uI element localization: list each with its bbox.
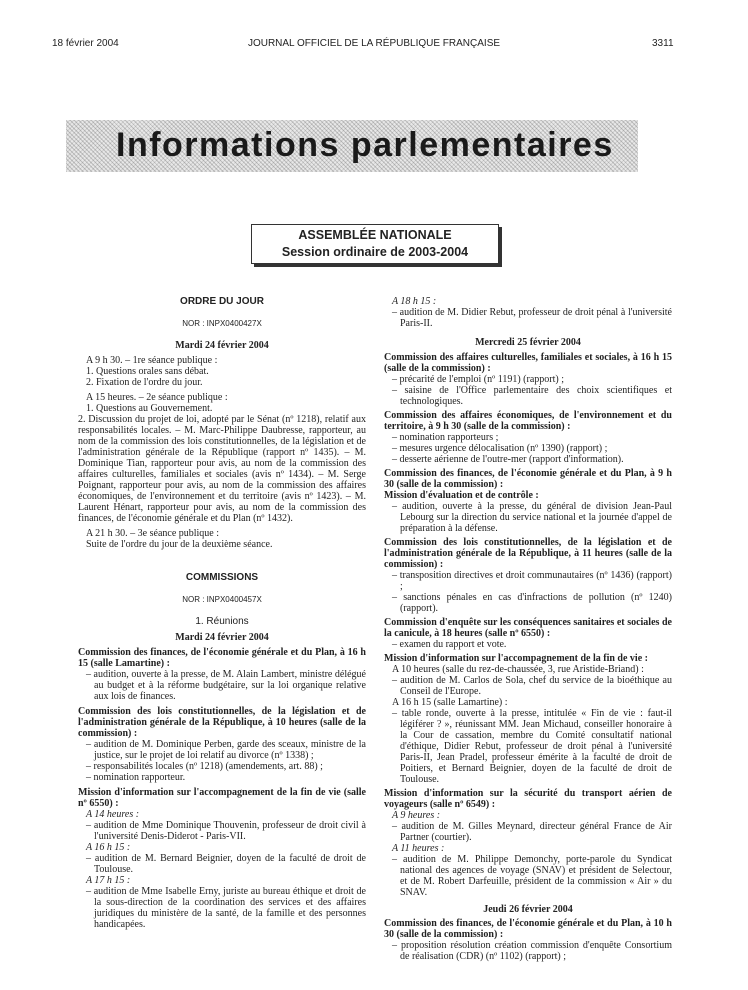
time-line: A 14 heures : [86,809,140,820]
commission-heading: Commission des finances, de l'économie générale et du Plan, à 16 h 15 (salle Lamartine) : [78,647,366,669]
list-item: – audition de Mme Isabelle Erny, juriste au bureau éthique et droit de la sous-direction de la coordination des services et des affaires juridiques du ministère de la santé, de la famille et des personnes handicapées. [86,886,366,930]
ordre-title: ORDRE DU JOUR [180,296,264,307]
section-banner [66,120,638,172]
list-item: – nomination rapporteurs ; [392,432,499,443]
list-item: – audition de M. Bernard Beignier, doyen de la faculté de droit de Toulouse. [86,853,366,875]
agenda-item: 2. Fixation de l'ordre du jour. [86,377,203,388]
list-item: – audition de Mme Dominique Thouvenin, professeur de droit civil à l'université Denis-Diderot - Paris-VII. [86,820,366,842]
nor-code: NOR : INPX0400427X [182,319,262,328]
nor-code: NOR : INPX0400457X [182,595,262,604]
time-line: A 16 h 15 : [86,842,131,853]
date-heading: Jeudi 26 février 2004 [483,904,573,915]
right-column [384,296,672,962]
commission-heading: Commission des lois constitutionnelles, de la législation et de l'administration générale de la République, à 11 heures (salle de la commission) : [384,537,672,570]
list-item: – examen du rapport et vote. [392,639,507,650]
list-item: – audition de M. Carlos de Sola, chef du service de la bioéthique au Conseil de l'Europe. [392,675,672,697]
list-item: – sanctions pénales en cas d'infractions de pollution (nº 1240) (rapport). [392,592,672,614]
journal-title: JOURNAL OFFICIEL DE LA RÉPUBLIQUE FRANÇAISE [247,38,501,49]
list-item: – audition, ouverte à la presse, de M. Alain Lambert, ministre délégué au budget et à la réforme budgétaire, sur la loi organique relative aux lois de finances. [86,669,366,702]
session-name: Session ordinaire de 2003-2004 [281,245,469,259]
list-item: – saisine de l'Office parlementaire des choix scientifiques et technologiques. [392,385,672,407]
list-item: – audition de M. Dominique Perben, garde des sceaux, ministre de la justice, sur le projet de loi relatif au divorce (nº 1338) ; [86,739,366,761]
assembly-box [251,224,499,264]
list-item: – audition de M. Didier Rebut, professeur de droit pénal à l'université Paris-II. [392,307,672,329]
time-line: A 9 heures : [392,810,441,821]
date-heading: Mercredi 25 février 2004 [475,337,581,348]
commission-heading: Commission des lois constitutionnelles, de la législation et de l'administration générale de la République, à 10 heures (salle de la commission) : [78,706,366,739]
time-line: A 10 heures (salle du rez-de-chaussée, 3, rue Aristide-Briand) : [392,664,644,675]
reunions-heading: 1. Réunions [195,616,249,627]
commission-heading: Commission des affaires économiques, de l'environnement et du territoire, à 9 h 30 (salle de la commission) : [384,410,672,432]
agenda-item: 1. Questions au Gouvernement. [86,403,213,414]
header-date: 18 février 2004 [52,38,119,49]
time-line: A 18 h 15 : [392,296,437,307]
date-heading: Mardi 24 février 2004 [175,340,269,351]
list-item: – mesures urgence délocalisation (nº 1390) (rapport) ; [392,443,608,454]
seance-line: A 15 heures. – 2e séance publique : [86,392,228,403]
list-item: – desserte aérienne de l'outre-mer (rapport d'information). [392,454,624,465]
agenda-item: 2. Discussion du projet de loi, adopté par le Sénat (nº 1218), relatif aux responsabilités locales. – M. Marc-Philippe Daubresse, rapporteur, au nom de la commission des lois constitutionnelles, de la législation et de l'administration générale de la République (rapport nº 1435). – M. Dominique Tian, rapporteur pour avis, au nom de la commission des affaires culturelles, familiales et sociales (avis nº 1434). – M. Serge Poignant, rapporteur pour avis, au nom de la commission des affaires économiques, de l'environnement et du territoire (avis nº 1423). – M. Laurent Hénart, rapporteur pour avis, au nom de la commission des finances, de l'économie générale et du Plan (nº 1432). [78,414,366,524]
list-item: – responsabilités locales (nº 1218) (amendements, art. 88) ; [86,761,323,772]
time-line: A 11 heures : [392,843,445,854]
mission-heading: Mission d'évaluation et de contrôle : [384,490,539,501]
commission-heading: Commission des finances, de l'économie générale et du Plan, à 10 h 30 (salle de la commission) : [384,918,672,940]
list-item: – audition de M. Gilles Meynard, directeur général France de Air Partner (courtier). [392,821,672,843]
assembly-name: ASSEMBLÉE NATIONALE [298,228,452,242]
commission-heading: Commission d'enquête sur les conséquences sanitaires et sociales de la canicule, à 18 heures (salle nº 6550) : [384,617,672,639]
commission-heading: Commission des finances, de l'économie générale et du Plan, à 9 h 30 (salle de la commission) : [384,468,672,490]
commission-heading: Commission des affaires culturelles, familiales et sociales, à 16 h 15 (salle de la commission) : [384,352,672,374]
banner-title: Informations parlementaires [116,126,614,164]
list-item: – précarité de l'emploi (nº 1191) (rapport) ; [392,374,564,385]
date-heading: Mardi 24 février 2004 [175,632,269,643]
list-item: – transposition directives et droit communautaires (nº 1436) (rapport) ; [392,570,672,592]
page-number: 3311 [652,38,674,49]
commission-heading: Mission d'information sur l'accompagnement de la fin de vie (salle nº 6550) : [78,787,366,809]
commissions-title: COMMISSIONS [185,572,259,583]
commission-heading: Mission d'information sur la sécurité du transport aérien de voyageurs (salle nº 6549) : [384,788,672,810]
list-item: – proposition résolution création commission d'enquête Consortium de réalisation (CDR) (nº 1102) (rapport) ; [392,940,672,962]
left-column [78,296,366,930]
agenda-item: 1. Questions orales sans débat. [86,366,209,377]
list-item: – table ronde, ouverte à la presse, intitulée « Fin de vie : faut-il légiférer ? », réunissant MM. Jean Michaud, conseiller honoraire à la Cour de cassation, membre du Comité consultatif national d'éthique, Didier Rebut, professeur de droit pénal à l'université Paris-II, Jean Pradel, professeur émérite à la faculté de droit de Poitiers, et Bernard Beignier, doyen de la faculté de droit de Toulouse. [392,708,672,785]
list-item: – nomination rapporteur. [86,772,186,783]
agenda-item: Suite de l'ordre du jour de la deuxième séance. [86,539,273,550]
list-item: – audition de M. Philippe Demonchy, porte-parole du Syndicat national des agences de voyage (SNAV) et président de Selectour, et de M. Robert Darfeuille, président de la commission « Air » du SNAV. [392,854,672,898]
list-item: – audition, ouverte à la presse, du général de division Jean-Paul Lebourg sur la direction du service national et la journée d'appel de préparation à la défense. [392,501,672,534]
time-line: A 17 h 15 : [86,875,131,886]
seance-line: A 21 h 30. – 3e séance publique : [86,528,220,539]
seance-line: A 9 h 30. – 1re séance publique : [86,355,218,366]
time-line: A 16 h 15 (salle Lamartine) : [392,697,508,708]
commission-heading: Mission d'information sur l'accompagnement de la fin de vie : [384,653,648,664]
